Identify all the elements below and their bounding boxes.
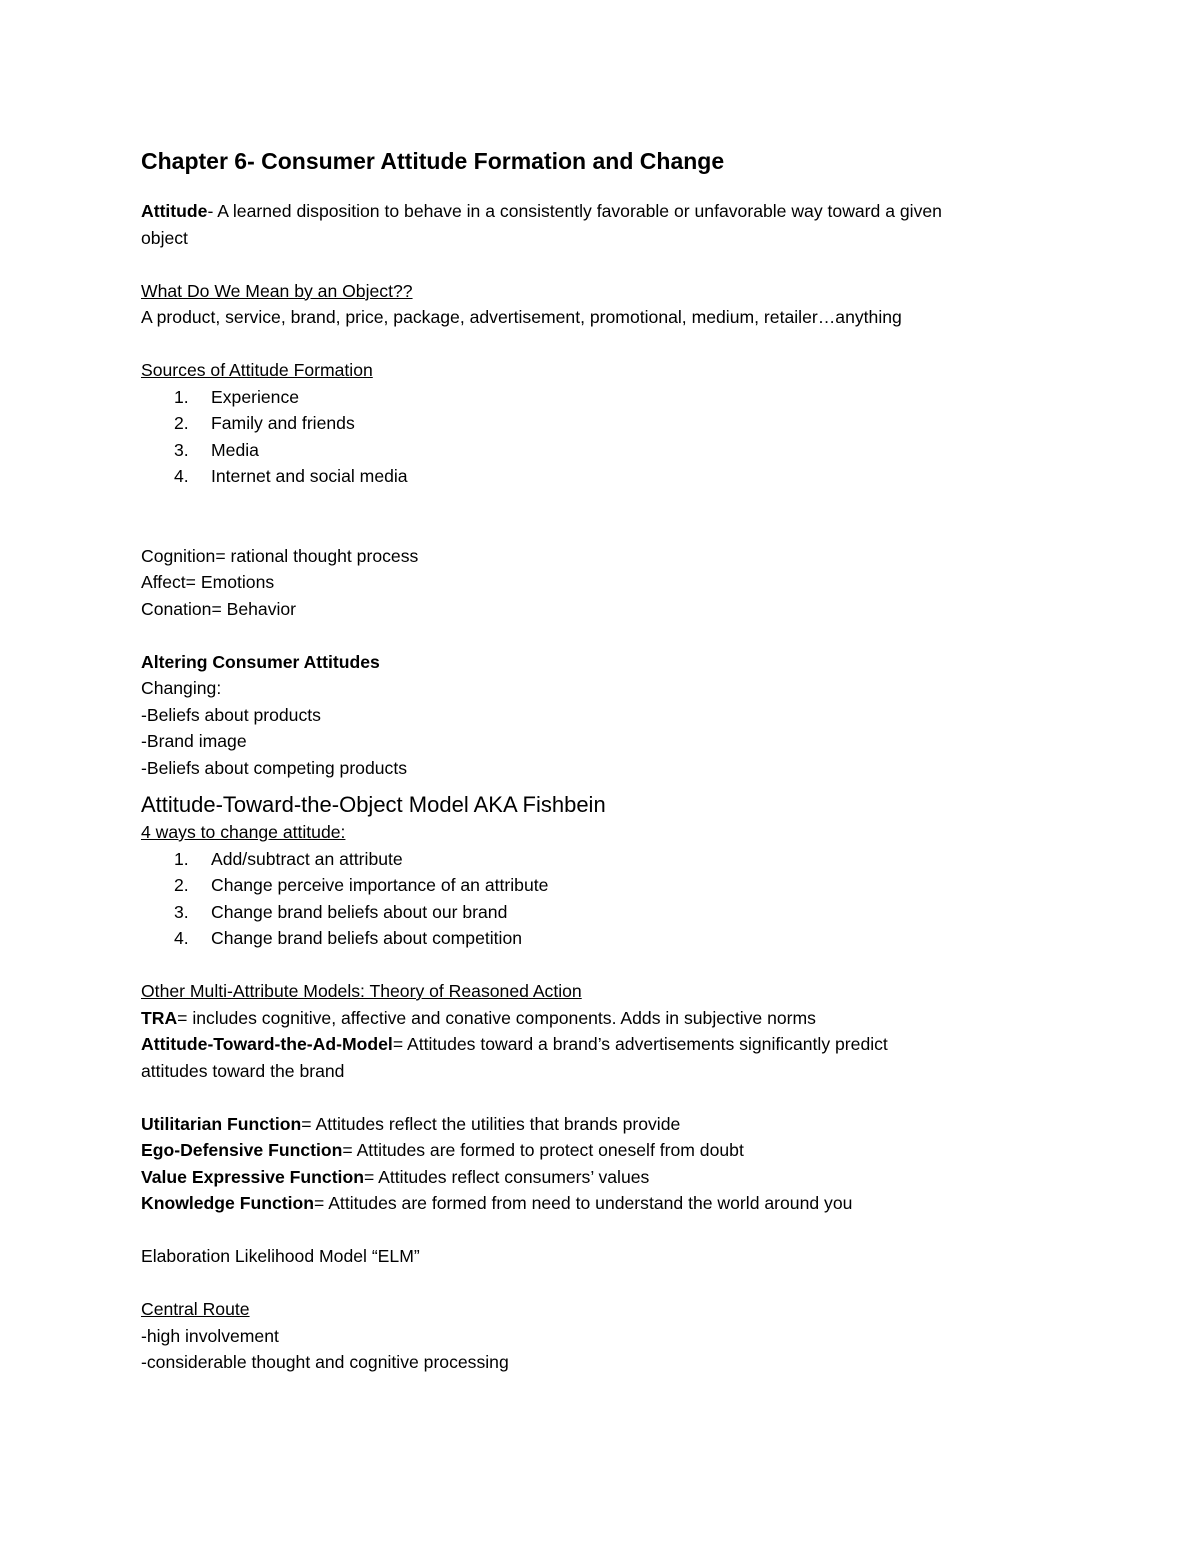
- conation-line: Conation= Behavior: [141, 598, 297, 619]
- list-item: 2. Family and friends: [174, 413, 355, 433]
- sources-heading: Sources of Attitude Formation: [141, 360, 373, 380]
- ego-defensive-function: Ego-Defensive Function= Attitudes are formed to protect oneself from doubt: [141, 1140, 744, 1160]
- altering-sub: Changing:: [141, 678, 222, 698]
- list-item: 4. Change brand beliefs about competition: [174, 928, 523, 948]
- list-item: 1. Experience: [174, 386, 300, 407]
- value-expressive-function: Value Expressive Function= Attitudes reflect consumers’ values: [141, 1166, 650, 1187]
- knowledge-function: Knowledge Function= Attitudes are formed from need to understand the world around you: [141, 1193, 853, 1213]
- multi-heading: Other Multi-Attribute Models: Theory of Reasoned Action: [141, 981, 582, 1001]
- attitude-definition-cont: object: [141, 227, 188, 248]
- list-item: -high involvement: [141, 1325, 279, 1346]
- list-item: 2. Change perceive importance of an attribute: [174, 875, 549, 895]
- list-item: 4. Internet and social media: [174, 466, 408, 486]
- list-item: 3. Media: [174, 439, 259, 460]
- central-route-heading: Central Route: [141, 1299, 250, 1319]
- attitude-definition-text: - A learned disposition to behave in a consistently favorable or unfavorable way toward a given: [207, 201, 942, 221]
- affect-line: Affect= Emotions: [141, 572, 275, 592]
- fishbein-heading: Attitude-Toward-the-Object Model AKA Fishbein: [141, 792, 606, 817]
- sources-list: [141, 384, 1071, 490]
- list-item: 1. Add/subtract an attribute: [174, 848, 403, 869]
- list-item: -Brand image: [141, 731, 247, 751]
- elm-heading: Elaboration Likelihood Model “ELM”: [141, 1246, 420, 1266]
- fishbein-sub: 4 ways to change attitude:: [141, 822, 346, 842]
- ad-model-line: Attitude-Toward-the-Ad-Model= Attitudes toward a brand’s advertisements significantly predict: [141, 1034, 888, 1054]
- ad-model-line-cont: attitudes toward the brand: [141, 1060, 345, 1081]
- list-item: -Beliefs about competing products: [141, 757, 408, 778]
- fishbein-list: [141, 846, 1071, 952]
- attitude-definition: [141, 198, 1071, 225]
- altering-heading: Altering Consumer Attitudes: [141, 651, 380, 672]
- document-body: [141, 146, 1071, 1376]
- list-item: 3. Change brand beliefs about our brand: [174, 901, 508, 922]
- attitude-term: Attitude: [141, 201, 208, 221]
- list-item: -Beliefs about products: [141, 704, 321, 725]
- list-item: -considerable thought and cognitive processing: [141, 1352, 509, 1372]
- utilitarian-function: Utilitarian Function= Attitudes reflect the utilities that brands provide: [141, 1113, 681, 1134]
- object-heading: What Do We Mean by an Object??: [141, 280, 413, 301]
- page-title: Chapter 6- Consumer Attitude Formation and Change: [141, 148, 725, 174]
- tra-line: TRA= includes cognitive, affective and conative components. Adds in subjective norms: [141, 1007, 816, 1028]
- cognition-line: Cognition= rational thought process: [141, 545, 419, 566]
- object-text: A product, service, brand, price, package, advertisement, promotional, medium, retailer…anything: [141, 307, 902, 327]
